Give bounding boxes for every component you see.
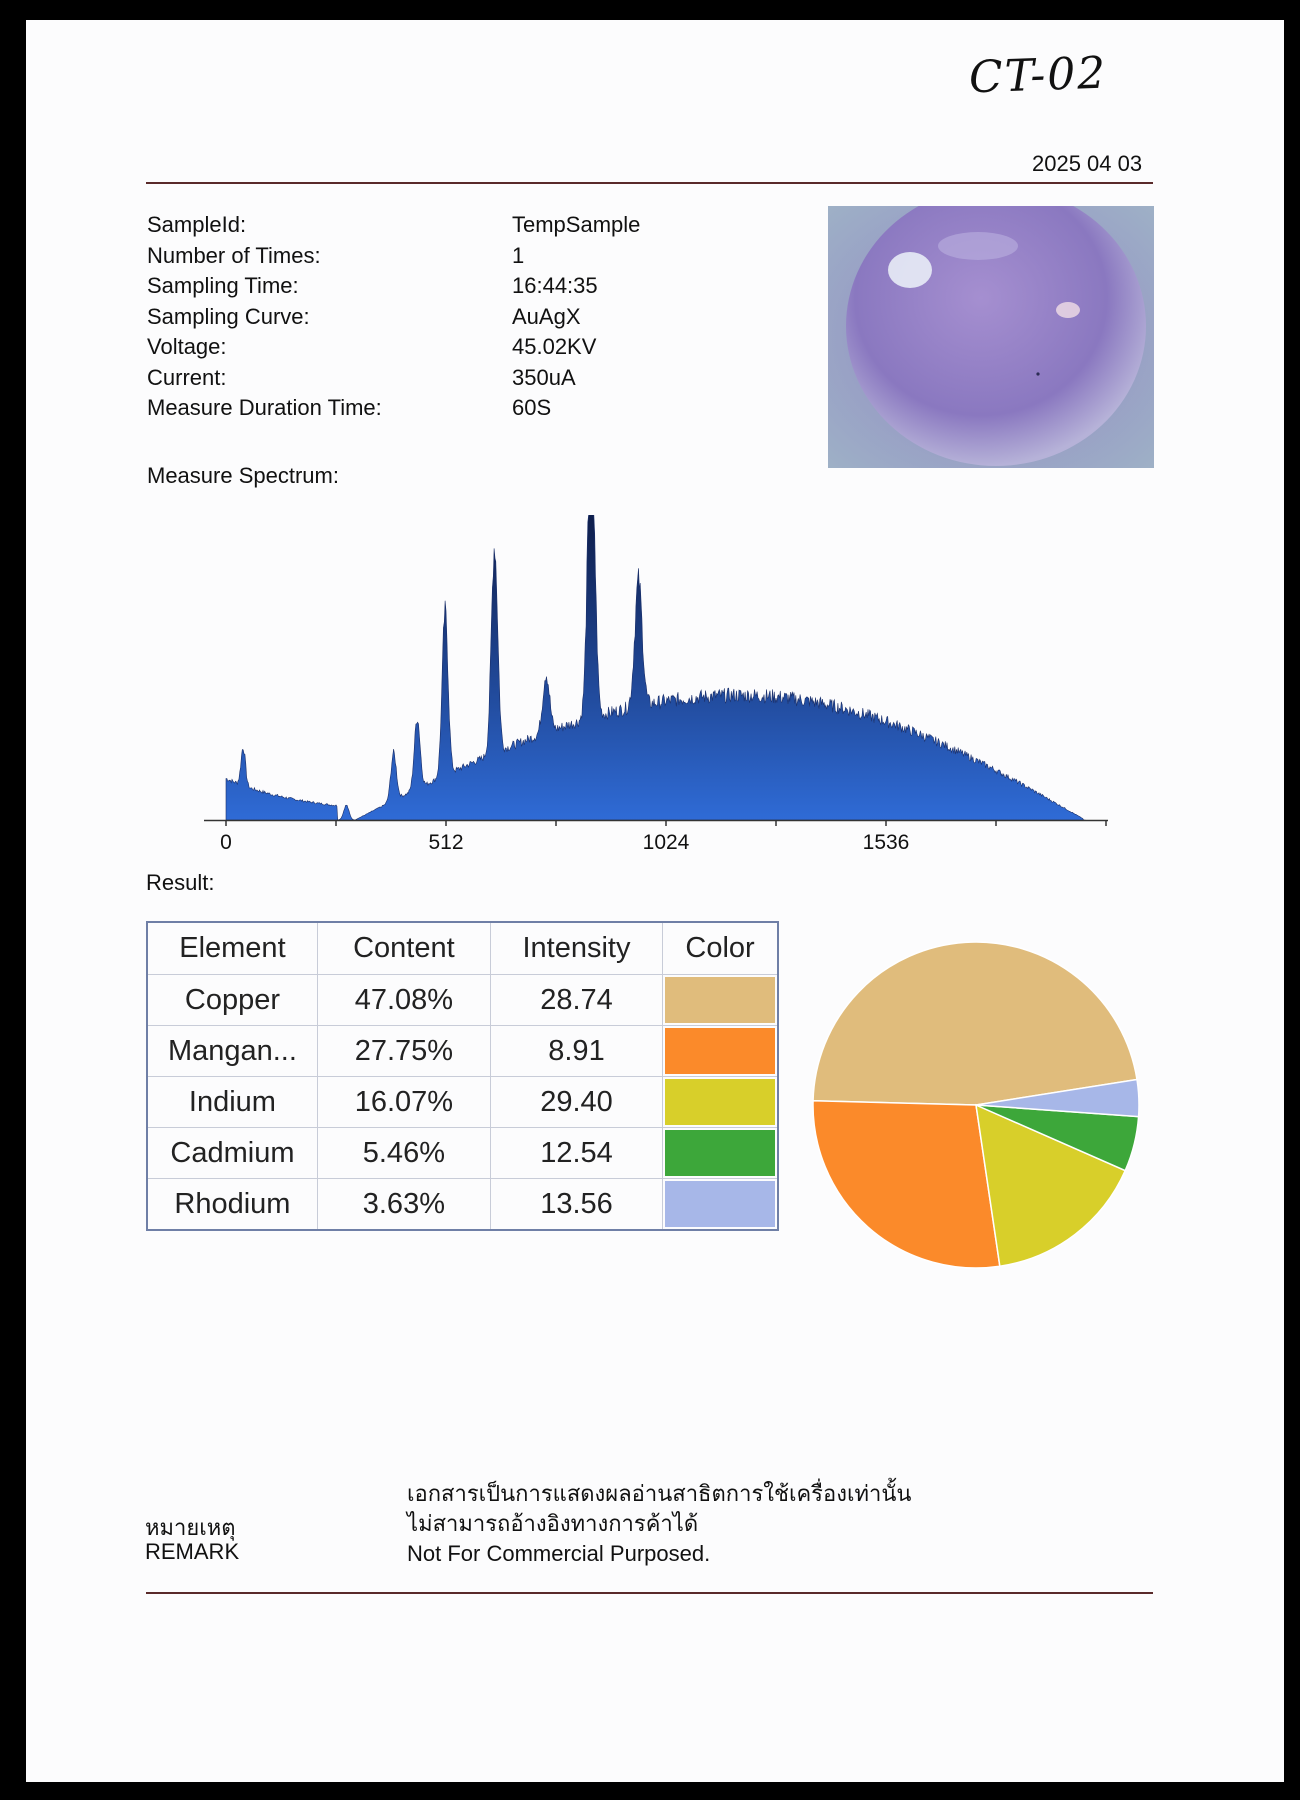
pie-slice <box>813 942 1137 1105</box>
color-swatch <box>665 1028 775 1074</box>
info-label: Voltage: <box>147 334 227 359</box>
content-cell: 27.75% <box>317 1026 490 1077</box>
info-label: Number of Times: <box>147 242 321 268</box>
sample-info-values <box>512 210 640 424</box>
color-cell <box>663 1128 778 1179</box>
color-cell <box>663 1077 778 1128</box>
bottom-divider <box>146 1592 1153 1594</box>
content-cell: 16.07% <box>317 1077 490 1128</box>
result-label: Result: <box>146 870 215 895</box>
info-label: Sampling Curve: <box>147 303 310 329</box>
content-cell: 5.46% <box>317 1128 490 1179</box>
remark-notes <box>407 1479 911 1569</box>
color-swatch <box>665 1079 775 1125</box>
element-cell: Rhodium <box>147 1179 317 1231</box>
intensity-cell: 8.91 <box>490 1026 662 1077</box>
sample-info-labels <box>147 210 382 424</box>
table-row <box>147 1179 778 1231</box>
color-swatch <box>665 977 775 1023</box>
element-cell: Copper <box>147 975 317 1026</box>
x-tick-label: 1536 <box>862 831 910 854</box>
column-header: Element <box>147 922 317 975</box>
results-body <box>147 975 778 1231</box>
column-header: Content <box>317 922 490 975</box>
table-row <box>147 1077 778 1128</box>
column-header: Color <box>663 922 778 975</box>
content-cell: 3.63% <box>317 1179 490 1231</box>
spectrum-area <box>226 515 1085 820</box>
report-date: 2025 04 03 <box>1032 151 1143 176</box>
element-cell: Cadmium <box>147 1128 317 1179</box>
x-tick-label: 512 <box>428 831 464 854</box>
remark-line: ไม่สามารถอ้างอิงทางการค้าได้ <box>407 1511 699 1536</box>
color-swatch <box>665 1130 775 1176</box>
info-value: AuAgX <box>512 303 581 329</box>
column-header: Intensity <box>490 922 662 975</box>
composition-pie-chart <box>806 935 1146 1275</box>
color-cell <box>663 1179 778 1231</box>
handwritten-code: CT-02 <box>968 47 1109 104</box>
remark-line: เอกสารเป็นการแสดงผลอ่านสาธิตการใช้เครื่องเท่านั้น <box>407 1481 912 1506</box>
info-value: 60S <box>512 395 552 420</box>
color-cell <box>663 1026 778 1077</box>
info-value: 16:44:35 <box>512 273 598 298</box>
table-header-row <box>147 922 778 975</box>
intensity-cell: 12.54 <box>490 1128 662 1179</box>
report-page <box>26 20 1284 1782</box>
remark-line: Not For Commercial Purposed. <box>407 1541 711 1566</box>
element-cell: Indium <box>147 1077 317 1128</box>
intensity-cell: 13.56 <box>490 1179 662 1231</box>
intensity-cell: 28.74 <box>490 975 662 1026</box>
table-row <box>147 975 778 1026</box>
info-value: TempSample <box>512 212 641 237</box>
info-label: SampleId: <box>147 212 247 237</box>
remark-label-english: REMARK <box>145 1539 240 1564</box>
top-divider <box>146 182 1153 184</box>
info-label: Current: <box>147 364 227 390</box>
color-cell <box>663 975 778 1026</box>
info-label: Measure Duration Time: <box>147 395 382 420</box>
pie-slice <box>813 1101 1000 1268</box>
remark-label-thai: หมายเหตุ <box>145 1515 236 1540</box>
x-tick-label: 1024 <box>642 831 690 854</box>
info-label: Sampling Time: <box>147 273 299 298</box>
spectrum-label: Measure Spectrum: <box>147 463 339 488</box>
results-table <box>146 921 779 1231</box>
table-row <box>147 1026 778 1077</box>
color-swatch <box>665 1181 775 1227</box>
sample-photo <box>828 206 1154 468</box>
intensity-cell: 29.40 <box>490 1077 662 1128</box>
info-value: 45.02KV <box>512 334 597 359</box>
content-cell: 47.08% <box>317 975 490 1026</box>
element-cell: Mangan... <box>147 1026 317 1077</box>
table-row <box>147 1128 778 1179</box>
info-value: 350uA <box>512 364 576 390</box>
info-value: 1 <box>512 242 525 268</box>
spectrum-chart <box>196 515 1126 865</box>
x-tick-label: 0 <box>220 831 232 854</box>
